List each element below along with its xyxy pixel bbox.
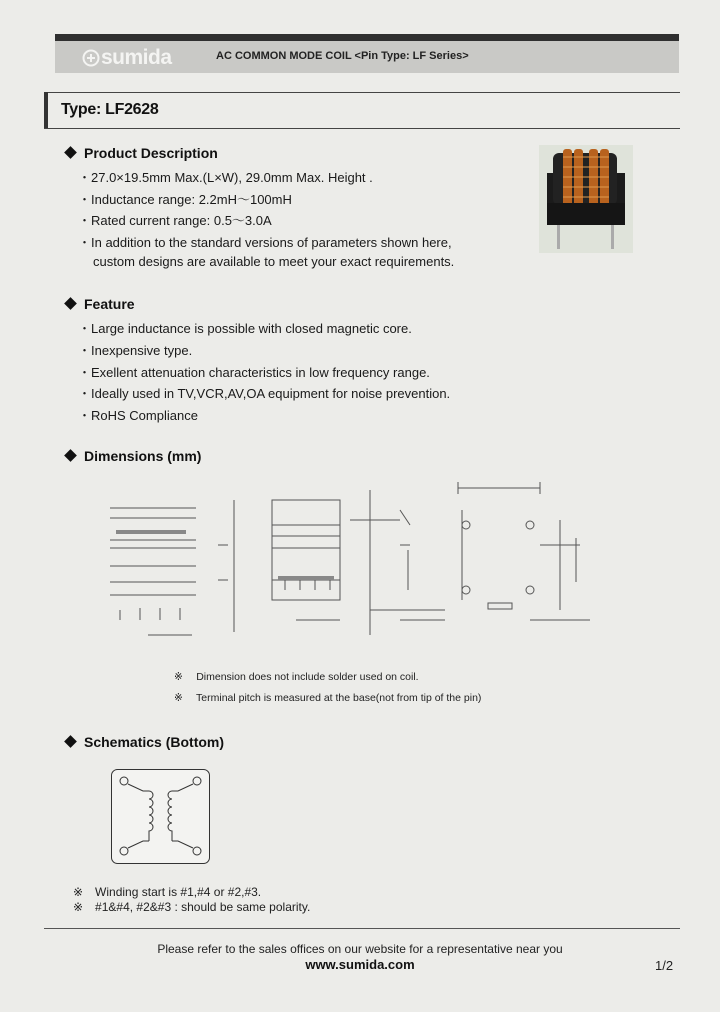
schematic-diagram: [111, 769, 211, 865]
brand-logo: [82, 46, 172, 70]
dimension-note: ※ Dimension does not include solder used on coil.: [174, 671, 419, 683]
page-number: 1/2: [655, 958, 674, 973]
diamond-bullet-icon: [64, 146, 77, 159]
diamond-bullet-icon: [64, 297, 77, 310]
dimensions-heading: Dimensions (mm): [66, 448, 201, 464]
feature-line: ・RoHS Compliance: [78, 408, 198, 423]
footer-rule: [44, 928, 680, 929]
schematic-note: ※ #1&#4, #2&#3 : should be same polarity.: [73, 900, 311, 914]
product-photo: [539, 145, 633, 253]
document-title: AC COMMON MODE COIL <Pin Type: LF Series>: [216, 50, 469, 62]
description-line: custom designs are available to meet your exact requirements.: [93, 254, 455, 269]
feature-line: ・Inexpensive type.: [78, 343, 193, 358]
diamond-bullet-icon: [64, 449, 77, 462]
type-marker: [44, 92, 48, 128]
diamond-bullet-icon: [64, 735, 77, 748]
feature-heading: Feature: [66, 296, 135, 312]
sumida-logo-icon: [82, 49, 100, 67]
feature-line: ・Ideally used in TV,VCR,AV,OA equipment for noise prevention.: [78, 386, 451, 401]
feature-line: ・Exellent attenuation characteristics in low frequency range.: [78, 365, 430, 380]
dimension-note: ※ Terminal pitch is measured at the base(not from tip of the pin): [174, 692, 482, 704]
brand-name: sumida: [101, 46, 172, 69]
description-line: ・Inductance range: 2.2mH〜100mH: [78, 192, 292, 207]
type-label: Type: LF2628: [61, 101, 159, 118]
footer-text: Please refer to the sales offices on our website for a representative near you: [157, 942, 563, 956]
product-description-heading: Product Description: [66, 145, 218, 161]
description-line: ・27.0×19.5mm Max.(L×W), 29.0mm Max. Height .: [78, 170, 373, 185]
footer-website-link[interactable]: www.sumida.com: [305, 957, 415, 972]
schematic-note: ※ Winding start is #1,#4 or #2,#3.: [73, 885, 262, 899]
description-line: ・In addition to the standard versions of parameters shown here,: [78, 235, 452, 250]
feature-line: ・Large inductance is possible with closed magnetic core.: [78, 321, 412, 336]
dimension-drawing: [100, 470, 600, 642]
description-line: ・Rated current range: 0.5〜3.0A: [78, 213, 272, 228]
schematics-heading: Schematics (Bottom): [66, 734, 224, 750]
header-bar: [55, 34, 679, 41]
